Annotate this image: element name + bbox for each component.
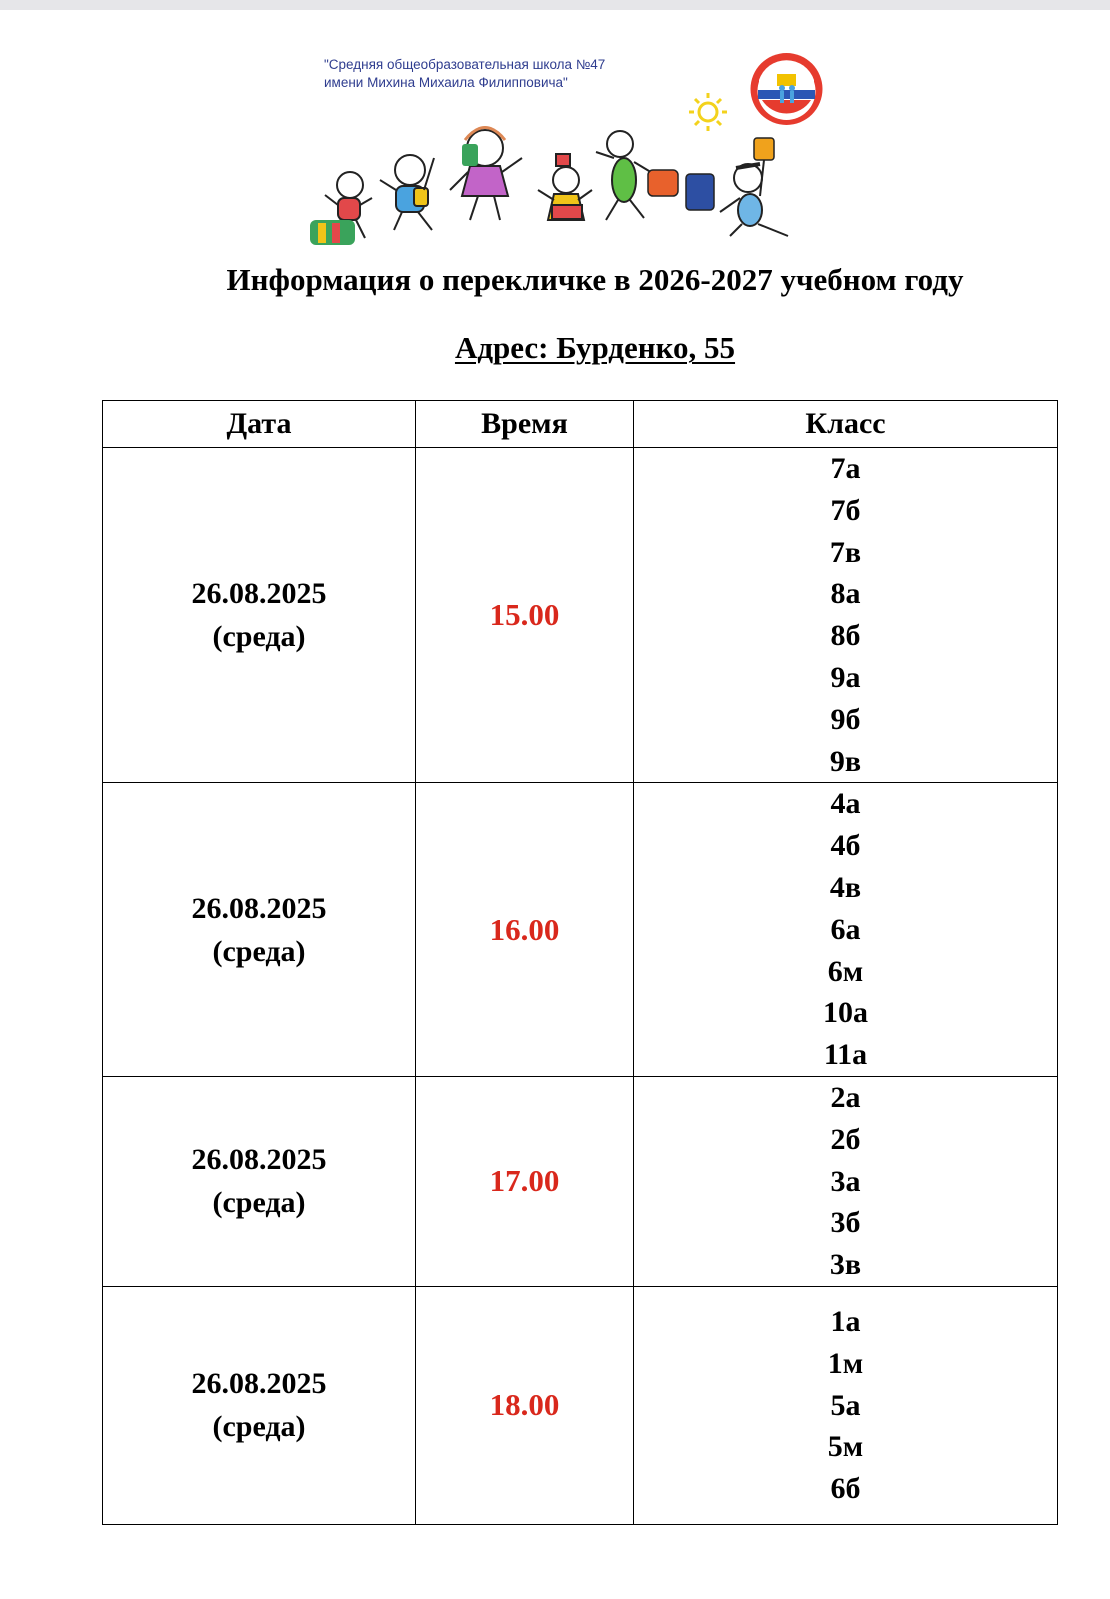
kid-figure — [380, 155, 434, 230]
time-cell: 16.00 — [416, 783, 634, 1077]
column-header-date: Дата — [103, 401, 416, 448]
address: Адрес: Бурденко, 55 — [454, 330, 736, 365]
class-item: 9б — [830, 702, 861, 736]
class-item: 5м — [827, 1430, 864, 1464]
class-item: 11а — [823, 1038, 868, 1072]
kid-figure — [596, 131, 654, 220]
date: 26.08.2025 — [191, 1367, 327, 1401]
class-item: 7в — [829, 535, 862, 569]
date-cell — [103, 1286, 416, 1524]
table-row — [103, 1076, 1058, 1286]
column-header-class: Класс — [634, 401, 1058, 448]
class-item: 9в — [829, 744, 862, 778]
time-cell: 15.00 — [416, 448, 634, 783]
class-item: 6а — [830, 912, 861, 946]
school-name-line-2: имени Михина Михаила Филипповича" — [324, 75, 568, 90]
table-row — [103, 448, 1058, 783]
classes-cell — [634, 448, 1058, 783]
class-item: 6м — [827, 954, 864, 988]
date-cell — [103, 1076, 416, 1286]
class-item: 3в — [829, 1248, 862, 1282]
class-item: 2а — [830, 1080, 861, 1114]
date-cell — [103, 783, 416, 1077]
class-item: 9а — [830, 660, 861, 694]
school-name — [324, 56, 684, 92]
classes-cell — [634, 1076, 1058, 1286]
sun-icon — [689, 93, 727, 131]
class-item: 5а — [830, 1388, 861, 1422]
class-item: 4а — [830, 787, 861, 821]
page-title: Информация о перекличке в 2026-2027 учебном году — [226, 262, 964, 297]
school-emblem-icon — [749, 50, 824, 128]
class-item: 3б — [830, 1206, 861, 1240]
table-row — [103, 1286, 1058, 1524]
classes-cell — [634, 1286, 1058, 1524]
table-header-row — [103, 401, 1058, 448]
class-item: 3а — [830, 1164, 861, 1198]
weekday: (среда) — [212, 1410, 306, 1444]
kid-figure — [720, 160, 788, 236]
weekday: (среда) — [212, 1186, 306, 1220]
time-cell: 18.00 — [416, 1286, 634, 1524]
class-item: 6б — [830, 1472, 861, 1506]
class-item: 8а — [830, 577, 861, 611]
weekday: (среда) — [212, 620, 306, 654]
class-item: 1а — [830, 1304, 861, 1338]
class-item: 2б — [830, 1122, 861, 1156]
class-item: 10а — [823, 996, 868, 1030]
class-item: 7б — [830, 493, 861, 527]
date: 26.08.2025 — [191, 891, 327, 925]
table-row — [103, 783, 1058, 1077]
kid-figure — [538, 154, 592, 220]
kid-figure — [450, 128, 522, 221]
school-name-line-1: "Средняя общеобразовательная школа №47 — [324, 57, 606, 72]
column-header-time: Время — [416, 401, 634, 448]
classes-cell — [634, 783, 1058, 1077]
class-item: 4в — [829, 870, 862, 904]
date: 26.08.2025 — [191, 1143, 327, 1177]
schedule-table — [102, 400, 1058, 1525]
time-cell: 17.00 — [416, 1076, 634, 1286]
top-bar — [0, 0, 1110, 10]
class-item: 7а — [830, 452, 861, 485]
date-cell — [103, 448, 416, 783]
class-item: 4б — [830, 829, 861, 863]
date: 26.08.2025 — [191, 577, 327, 611]
class-item: 8б — [830, 619, 861, 653]
class-item: 1м — [827, 1346, 864, 1380]
weekday: (среда) — [212, 934, 306, 968]
